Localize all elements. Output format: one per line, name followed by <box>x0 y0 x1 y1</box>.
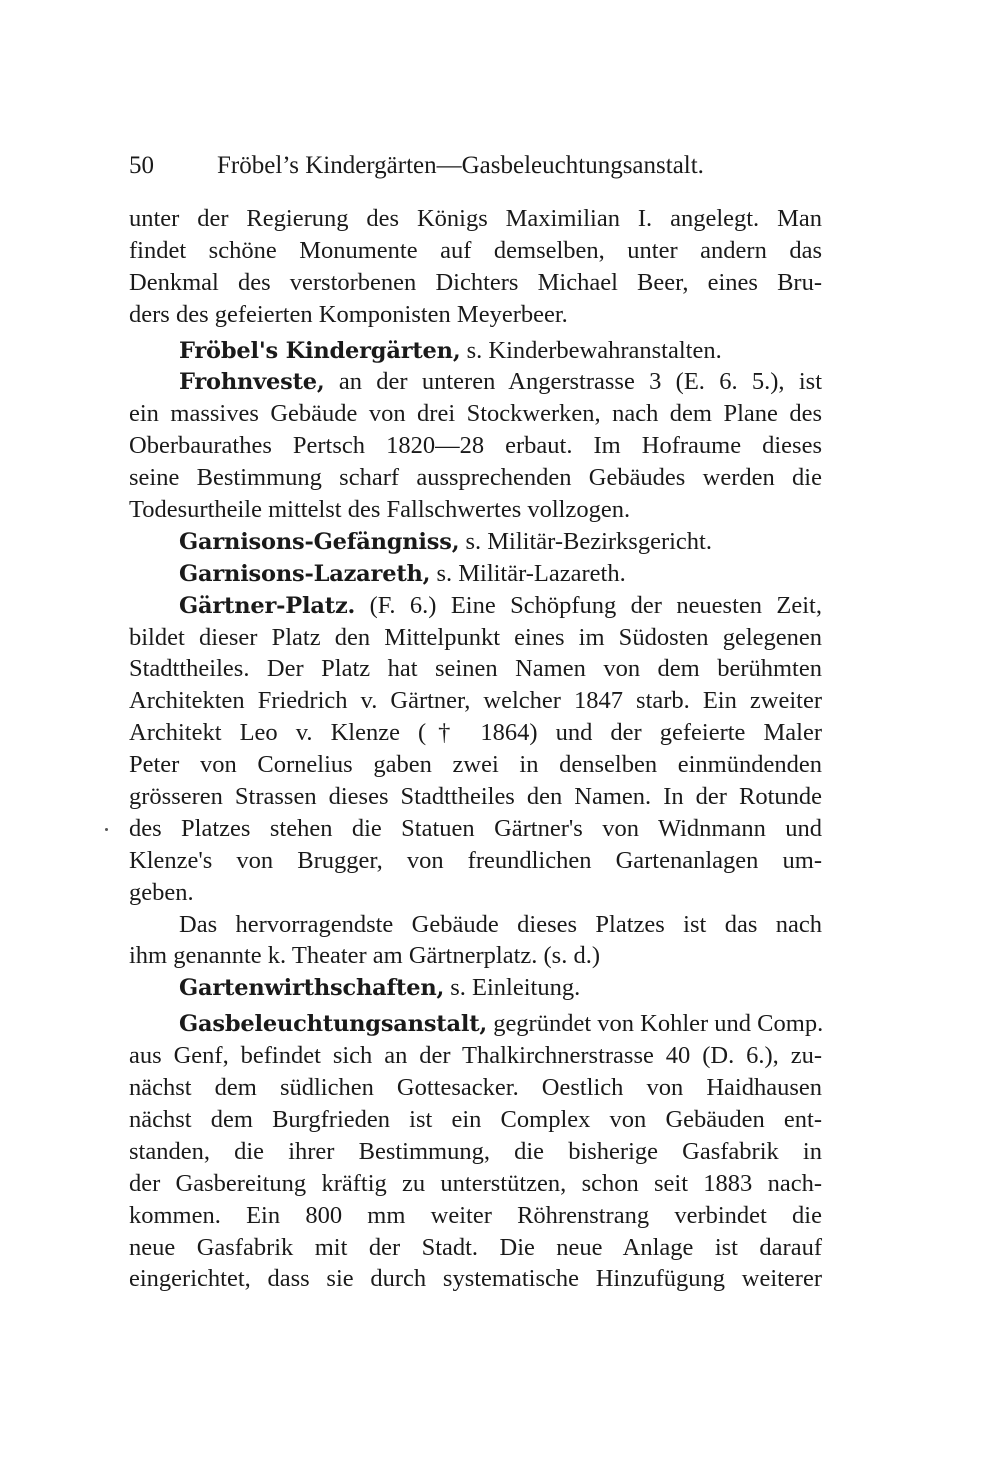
text-line: Klenze's von Brugger, von freundlichen Gartenanlagen um- <box>129 846 822 874</box>
entry-text: s. Einleitung. <box>450 974 581 1002</box>
entry-first-line <box>129 366 822 398</box>
text-line: unter der Regierung des Königs Maximilian I. angelegt. Man <box>129 205 822 232</box>
text-line: Das hervorragendste Gebäude dieses Platzes ist das nach <box>179 910 822 938</box>
entry-headword: Fröbel's Kindergärten, <box>179 337 461 364</box>
entry-first-line <box>129 335 822 367</box>
text-line: standen, die ihrer Bestimmung, die bisherige Gasfabrik in <box>129 1137 822 1165</box>
text-line: Stadttheiles. Der Platz hat seinen Namen von dem berühmten <box>129 655 822 683</box>
entry-text: s. Kinderbewahranstalten. <box>466 336 722 364</box>
text-line: Denkmal des verstorbenen Dichters Michael Beer, eines Bru- <box>129 268 822 296</box>
text-line: Architekt Leo v. Klenze († 1864) und der gefeierte Maler <box>129 719 822 747</box>
text-line: der Gasbereitung kräftig zu unterstützen, schon seit 1883 nach- <box>129 1169 822 1197</box>
page-number: 50 <box>129 152 154 179</box>
entry-text: s. Militär-Lazareth. <box>436 559 626 587</box>
text-line: aus Genf, befindet sich an der Thalkirchnerstrasse 40 (D. 6.), zu- <box>129 1042 822 1070</box>
entry-text: gegründet von Kohler und Comp. <box>493 1010 824 1038</box>
entry-first-line <box>129 558 822 590</box>
running-head <box>129 146 829 186</box>
entry-first-line <box>129 1008 822 1040</box>
body-text <box>129 203 822 1295</box>
text-line: Todesurtheile mittelst des Fallschwertes vollzogen. <box>129 496 631 524</box>
margin-speck <box>105 828 108 831</box>
entry-headword: Garnisons-Lazareth, <box>179 560 431 587</box>
entry-text: (F. 6.) Eine Schöpfung der neuesten Zeit, <box>369 591 822 619</box>
entry-first-line <box>129 972 822 1004</box>
text-line: eingerichtet, dass sie durch systematische Hinzufügung weiterer <box>129 1265 822 1293</box>
text-line: geben. <box>129 878 194 906</box>
text-line: Oberbaurathes Pertsch 1820—28 erbaut. Im Hofraume dieses <box>129 432 822 460</box>
entry-headword: Gasbeleuchtungsanstalt, <box>179 1011 488 1038</box>
entry-text: s. Militär-Bezirksgericht. <box>465 527 712 555</box>
text-line: nächst dem Burgfrieden ist ein Complex von Gebäuden ent- <box>129 1105 822 1133</box>
text-line: bildet dieser Platz den Mittelpunkt eines im Südosten gelegenen <box>129 623 822 651</box>
text-line: Architekten Friedrich v. Gärtner, welcher 1847 starb. Ein zweiter <box>129 687 822 715</box>
text-line: nächst dem südlichen Gottesacker. Oestlich von Haidhausen <box>129 1074 822 1102</box>
entry-headword: Frohnveste, <box>179 369 325 396</box>
text-line: des Platzes stehen die Statuen Gärtner's von Widnmann und <box>129 814 822 842</box>
running-title: Fröbel’s Kindergärten—Gasbeleuchtungsanstalt. <box>217 152 704 179</box>
text-line: findet schöne Monumente auf demselben, unter andern das <box>129 236 822 264</box>
entry-headword: Garnisons-Gefängniss, <box>179 528 460 555</box>
text-line: ders des gefeierten Komponisten Meyerbeer. <box>129 300 568 328</box>
entry-first-line <box>129 526 822 558</box>
text-line: neue Gasfabrik mit der Stadt. Die neue Anlage ist darauf <box>129 1233 822 1261</box>
text-line: seine Bestimmung scharf aussprechenden Gebäudes werden die <box>129 464 822 492</box>
entry-headword: Gartenwirthschaften, <box>179 975 445 1002</box>
text-line: grösseren Strassen dieses Stadttheiles den Namen. In der Rotunde <box>129 783 822 811</box>
text-line: kommen. Ein 800 mm weiter Röhrenstrang verbindet die <box>129 1201 822 1229</box>
entry-text: an der unteren Angerstrasse 3 (E. 6. 5.), ist <box>338 368 823 396</box>
entry-headword: Gärtner-Platz. <box>179 592 356 619</box>
text-line: ihm genannte k. Theater am Gärtnerplatz. (s. d.) <box>129 942 600 970</box>
text-line: ein massives Gebäude von drei Stockwerken, nach dem Plane des <box>129 400 822 428</box>
entry-first-line <box>129 590 822 622</box>
text-line: Peter von Cornelius gaben zwei in denselben einmündenden <box>129 751 822 779</box>
